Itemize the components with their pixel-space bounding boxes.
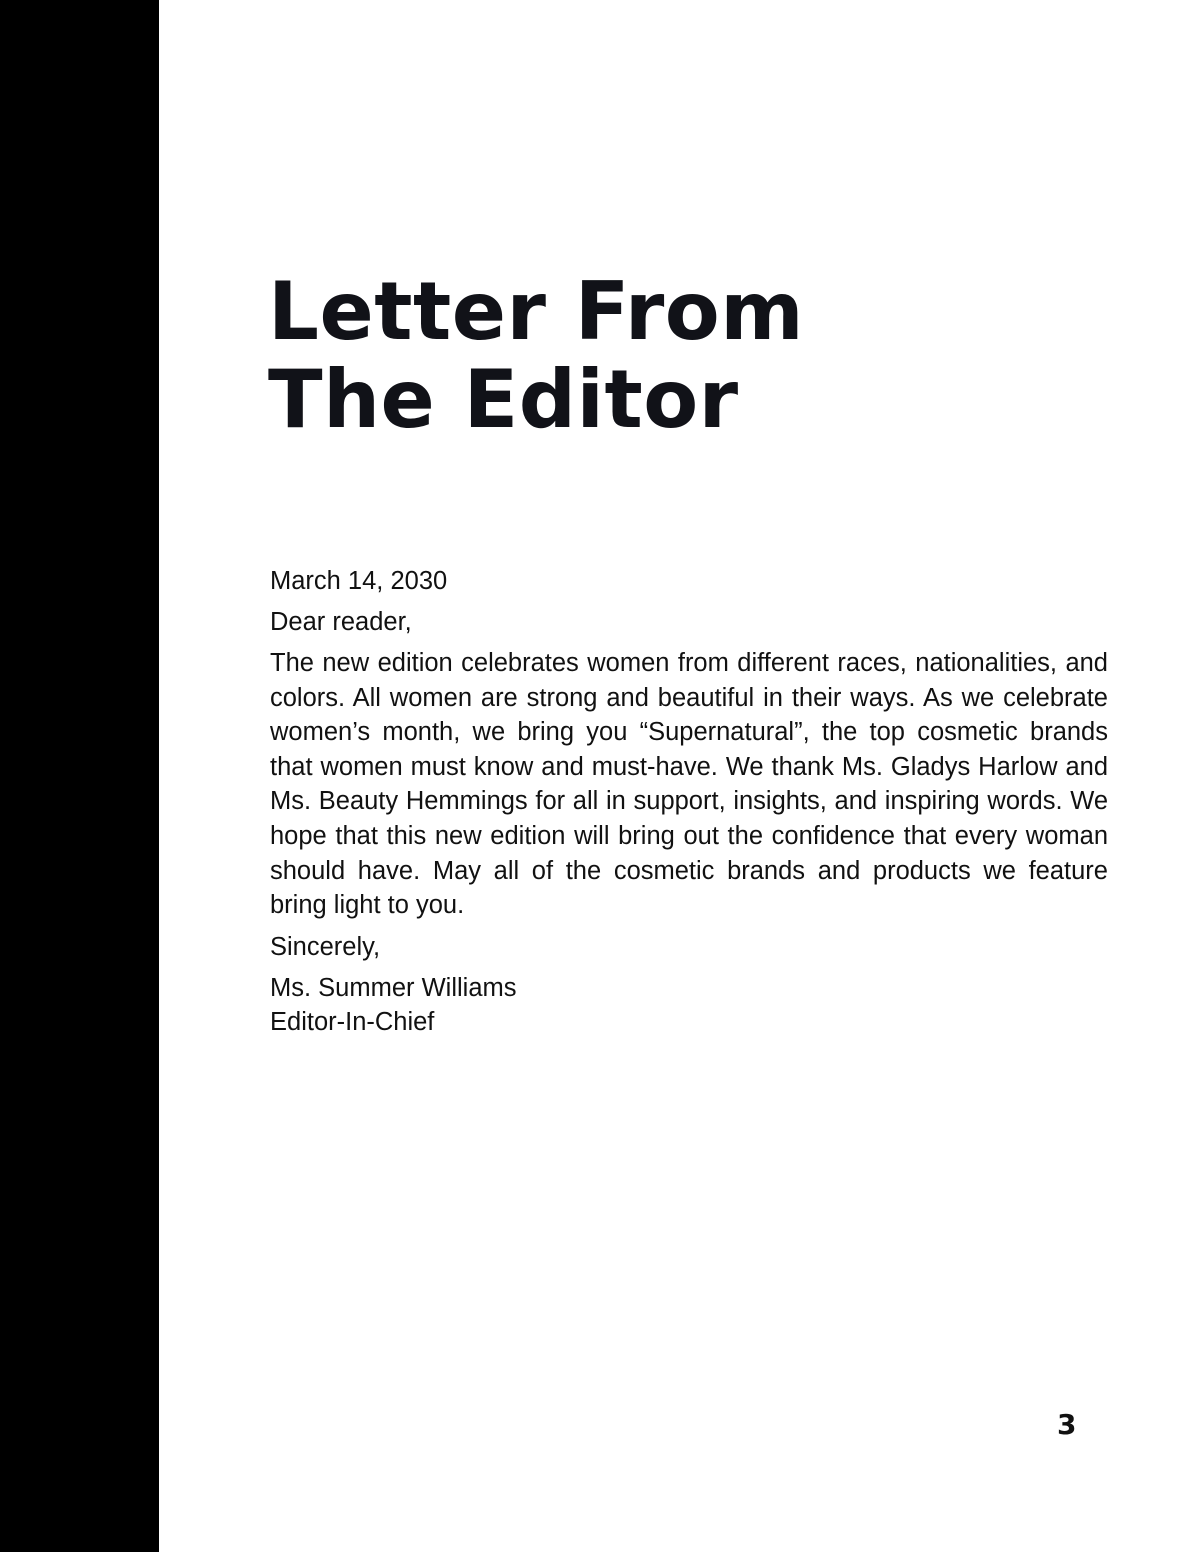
title-line-1: Letter From bbox=[268, 265, 805, 358]
signature-title: Editor-In-Chief bbox=[270, 1007, 435, 1036]
letter-closing: Sincerely, bbox=[270, 932, 381, 961]
letter-body: The new edition celebrates women from different races, nationalities, and colors. All women are strong and beautiful in their ways. As we celebrate women’s month, we bring you “Supernatural”, the top cosmetic brands that women must know and must-have. We thank Ms. Gladys Harlow and Ms. Beauty Hemmings for all in support, insights, and inspiring words. We hope that this new edition will bring out the confidence that every woman should have. May all of the cosmetic brands and products we feature bring light to you. bbox=[270, 649, 1108, 920]
page-number: 3 bbox=[1057, 1408, 1077, 1441]
page-title bbox=[268, 265, 805, 446]
black-side-bar bbox=[0, 0, 159, 1552]
editor-letter bbox=[270, 564, 1108, 1039]
letter-date: March 14, 2030 bbox=[270, 567, 448, 595]
signature-name: Ms. Summer Williams bbox=[270, 973, 517, 1002]
title-line-2: The Editor bbox=[268, 353, 739, 446]
letter-salutation: Dear reader, bbox=[270, 608, 412, 636]
